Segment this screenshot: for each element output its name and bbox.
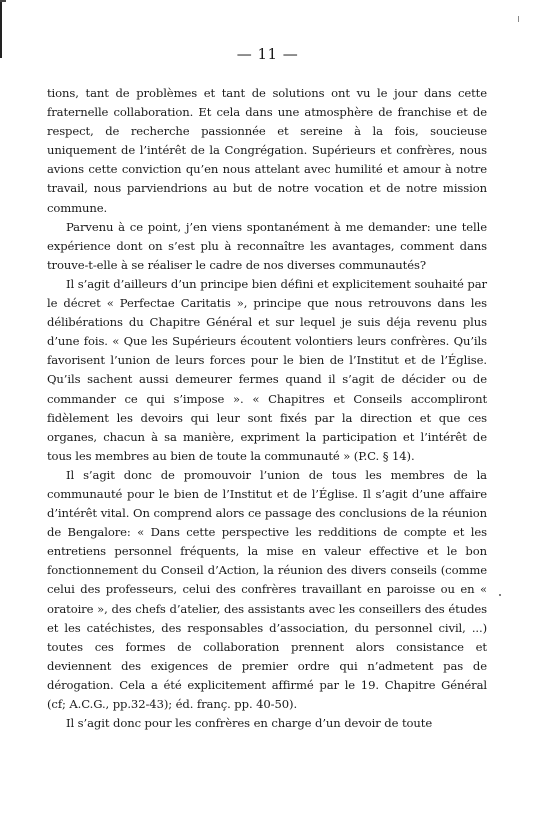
scan-artifact-dot — [499, 594, 501, 596]
paragraph-1: tions, tant de problèmes et tant de solutions ont vu le jour dans cette fraternelle collaboration. Et cela dans une atmosphère de franchise et de respect, de recherche passionnée et sereine à la fois, soucieuse uniquement de l’intérêt de la Congrégation. Supérieurs et confrères, nous avions cette conviction qu’en nous attelant avec humilité et amour à notre travail, nous parviendrions au but de notre vocation et de notre mission commune. — [47, 86, 487, 215]
scan-corner-mark — [0, 0, 6, 2]
page-number: — 11 — — [236, 45, 299, 63]
paragraph-5: Il s’agit donc pour les confrères en charge d’un devoir de toute — [66, 716, 433, 731]
paragraph-3: Il s’agit d’ailleurs d’un principe bien défini et explicitement souhaité par le décret « Perfectae Caritatis », principe que nous retrouvons dans les délibérations du Chapitre Général et sur lequel je suis déja revenu plus d’une fois. « Que les Supérieurs écoutent volontiers leurs confrères. Qu’ils favorisent l’union de leurs forces pour le bien de l’Institut et de l’Église. Qu’ils sachent aussi demeurer fermes quand il s’agit de décider ou de commander ce qui s’impose ». « Chapitres et Conseils accompliront fidèlement les devoirs qui leur sont fixés par la direction et que ces organes, chacun à sa manière, expriment la participation et l’intérêt de tous les membres au bien de toute la communauté » (P.C. § 14). — [47, 276, 487, 463]
scan-artifact-mark — [518, 16, 519, 22]
paragraph-4: Il s’agit donc de promouvoir l’union de tous les membres de la communauté pour le bien de l’Institut et de l’Église. Il s’agit d’une affaire d’intérêt vital. On comprend alors ce passage des conclusions de la réunion de Bengalore: « Dans cette perspective les redditions de compte et les entretiens personnel fréquents, la mise en valeur effective et le bon fonctionnement du Conseil d’Action, la réunion des divers conseils (comme celui des professeurs, celui des confrères travaillant en paroisse ou en « oratoire », des chefs d’atelier, des assistants avec les conseillers des études et les catéchistes, des responsables d’association, du personnel civil, ...) toutes ces formes de collaboration prennent alors consistance et deviennent des exigences de premier ordre qui n’admetent pas de dérogation. Cela a été explicitement affirmé par le 19. Chapitre Général (cf; A.C.G., pp.32-43); éd. franç. pp. 40-50). — [47, 467, 487, 711]
body-text — [47, 84, 487, 733]
paragraph-2: Parvenu à ce point, j’en viens spontanément à me demander: une telle expérience dont on s’est plu à reconnaître les avantages, comment dans trouve-t-elle à se réaliser le cadre de nos diverses communautés? — [47, 219, 487, 272]
